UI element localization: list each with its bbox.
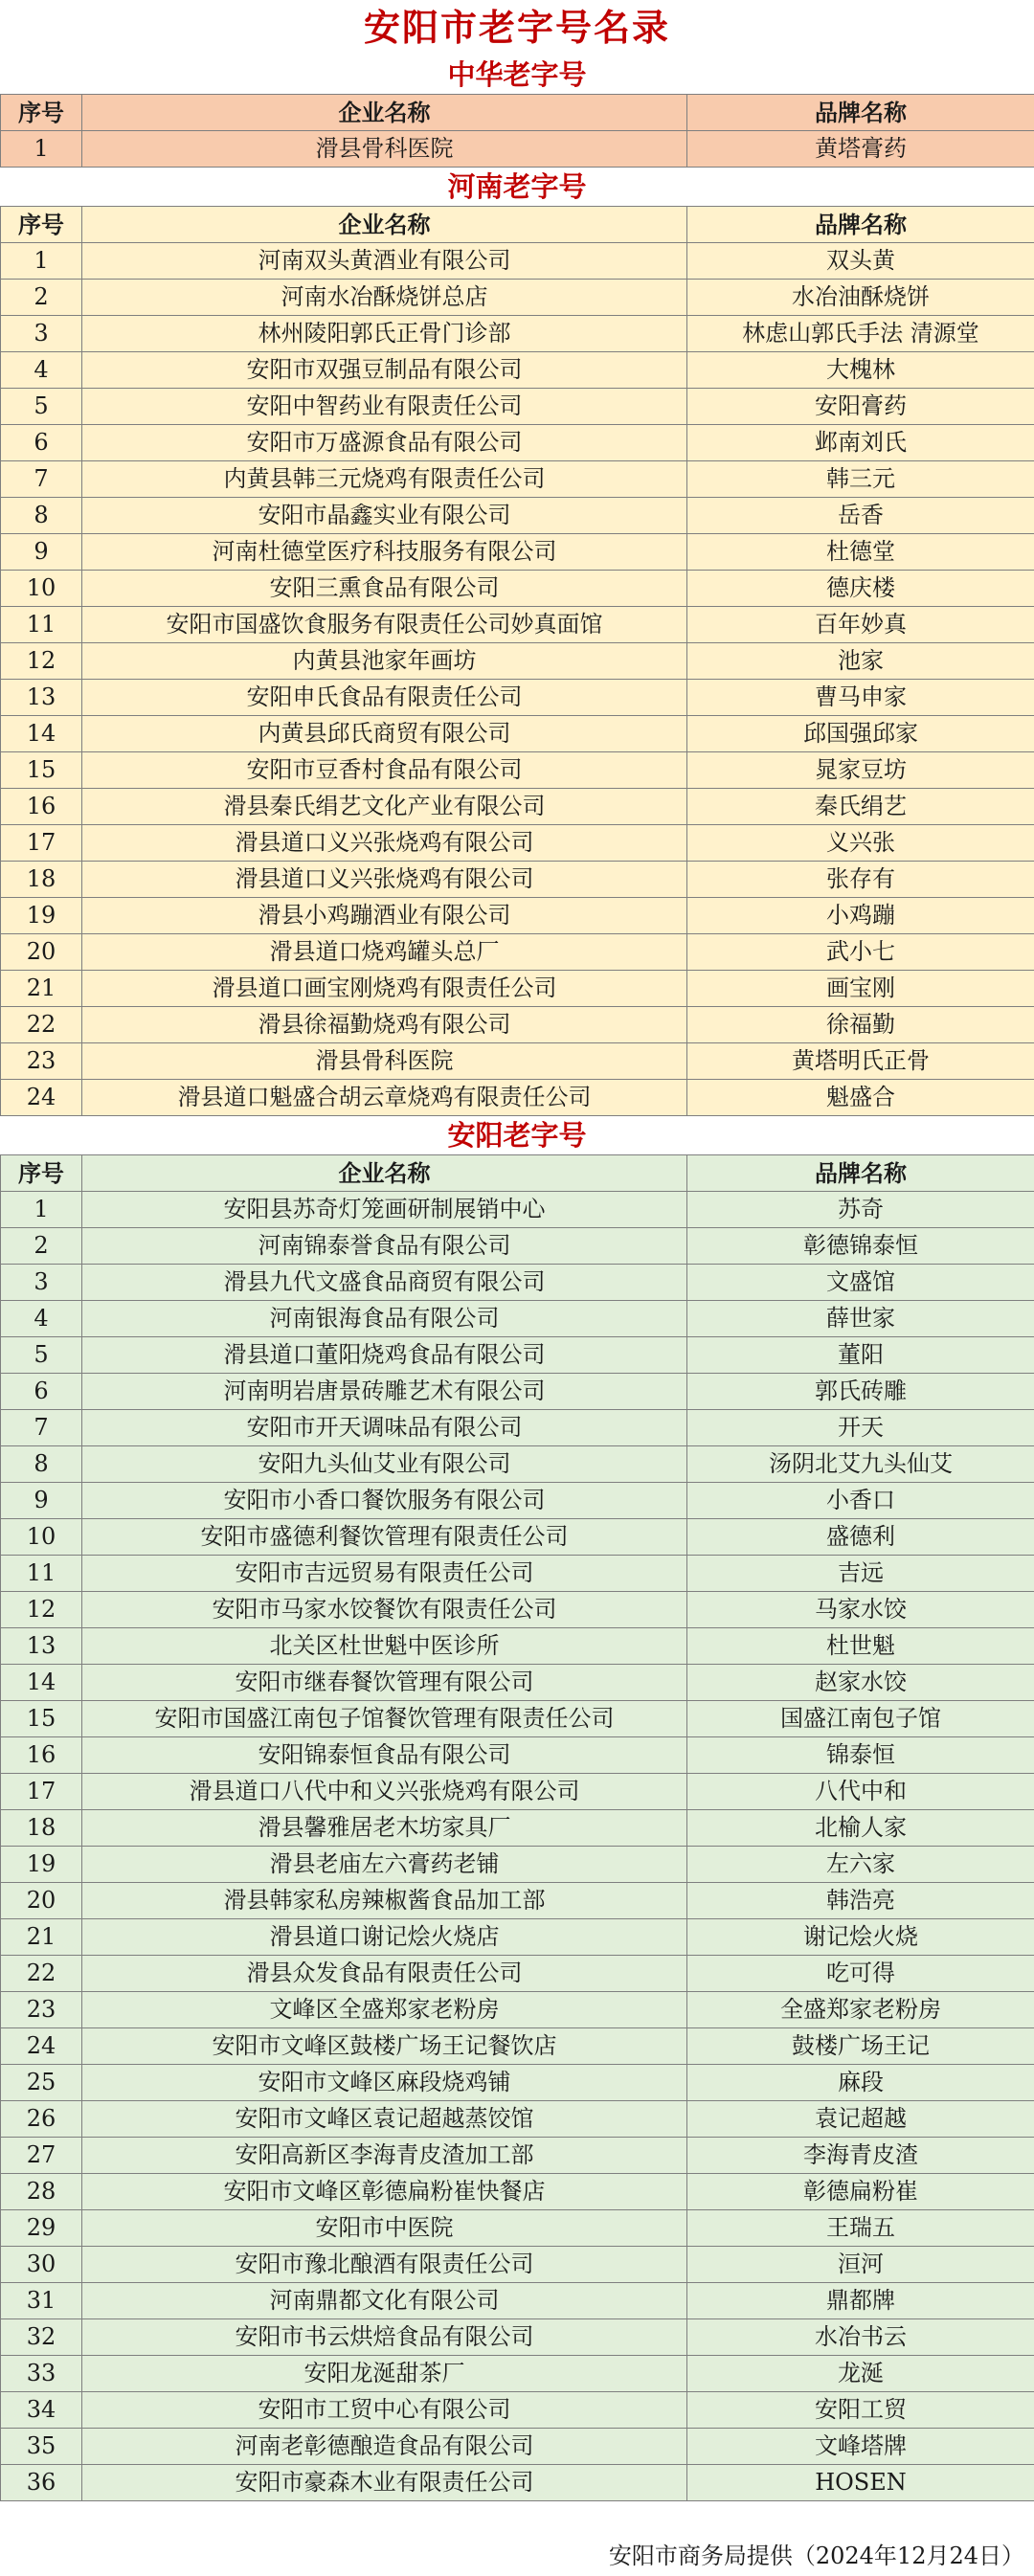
row-index: 2 xyxy=(1,1228,82,1265)
table-row xyxy=(1,280,1034,316)
row-index: 1 xyxy=(1,131,82,168)
row-brand: 义兴张 xyxy=(687,825,1034,862)
table-row xyxy=(1,1192,1034,1228)
row-index: 4 xyxy=(1,352,82,389)
row-company: 滑县韩家私房辣椒酱食品加工部 xyxy=(82,1883,687,1919)
header-company: 企业名称 xyxy=(82,207,687,243)
row-company: 滑县馨雅居老木坊家具厂 xyxy=(82,1810,687,1847)
row-company: 滑县道口魁盛合胡云章烧鸡有限责任公司 xyxy=(82,1080,687,1116)
row-company: 安阳市小香口餐饮服务有限公司 xyxy=(82,1483,687,1519)
table-row xyxy=(1,1410,1034,1446)
row-index: 10 xyxy=(1,571,82,607)
row-brand: 大槐林 xyxy=(687,352,1034,389)
row-brand: 邱国强邱家 xyxy=(687,716,1034,752)
row-index: 19 xyxy=(1,1847,82,1883)
row-index: 14 xyxy=(1,1665,82,1701)
row-brand: 张存有 xyxy=(687,862,1034,898)
table-row xyxy=(1,2465,1034,2501)
row-index: 6 xyxy=(1,425,82,461)
row-brand: 小鸡蹦 xyxy=(687,898,1034,934)
header-brand: 品牌名称 xyxy=(687,1155,1034,1192)
row-brand: 洹河 xyxy=(687,2247,1034,2283)
row-company: 河南老彰德酿造食品有限公司 xyxy=(82,2429,687,2465)
row-company: 安阳市开天调味品有限公司 xyxy=(82,1410,687,1446)
row-company: 滑县道口谢记烩火烧店 xyxy=(82,1919,687,1956)
table-row xyxy=(1,898,1034,934)
row-brand: 黄塔膏药 xyxy=(687,131,1034,168)
row-index: 29 xyxy=(1,2210,82,2247)
row-brand: 武小七 xyxy=(687,934,1034,971)
table-row xyxy=(1,425,1034,461)
row-index: 8 xyxy=(1,498,82,534)
table-row xyxy=(1,1992,1034,2028)
section-title-henan: 河南老字号 xyxy=(447,170,587,203)
table-row xyxy=(1,534,1034,571)
table-row xyxy=(1,971,1034,1007)
row-brand: 彰德扁粉崔 xyxy=(687,2174,1034,2210)
row-brand: 池家 xyxy=(687,643,1034,680)
table-row xyxy=(1,1265,1034,1301)
row-index: 11 xyxy=(1,1556,82,1592)
row-company: 安阳市书云烘焙食品有限公司 xyxy=(82,2319,687,2356)
table-row xyxy=(1,1592,1034,1628)
row-company: 河南锦泰誉食品有限公司 xyxy=(82,1228,687,1265)
row-company: 安阳市盛德利餐饮管理有限责任公司 xyxy=(82,1519,687,1556)
table-row xyxy=(1,680,1034,716)
header-index: 序号 xyxy=(1,1155,82,1192)
row-company: 安阳市中医院 xyxy=(82,2210,687,2247)
table-row xyxy=(1,2028,1034,2065)
row-brand: 杜世魁 xyxy=(687,1628,1034,1665)
row-brand: 袁记超越 xyxy=(687,2101,1034,2138)
row-index: 23 xyxy=(1,1043,82,1080)
row-index: 1 xyxy=(1,243,82,280)
row-brand: 吉远 xyxy=(687,1556,1034,1592)
row-company: 河南双头黄酒业有限公司 xyxy=(82,243,687,280)
row-brand: 百年妙真 xyxy=(687,607,1034,643)
section-title-anyang: 安阳老字号 xyxy=(447,1119,587,1152)
row-brand: 曹马申家 xyxy=(687,680,1034,716)
row-brand: 安阳膏药 xyxy=(687,389,1034,425)
row-index: 8 xyxy=(1,1446,82,1483)
row-brand: 韩三元 xyxy=(687,461,1034,498)
row-brand: 薛世家 xyxy=(687,1301,1034,1337)
row-company: 安阳市马家水饺餐饮有限责任公司 xyxy=(82,1592,687,1628)
row-company: 安阳申氏食品有限责任公司 xyxy=(82,680,687,716)
row-brand: 锦泰恒 xyxy=(687,1737,1034,1774)
table-row xyxy=(1,1737,1034,1774)
row-company: 安阳市豆香村食品有限公司 xyxy=(82,752,687,789)
row-company: 安阳市豫北酿酒有限责任公司 xyxy=(82,2247,687,2283)
row-company: 滑县秦氏绢艺文化产业有限公司 xyxy=(82,789,687,825)
header-brand: 品牌名称 xyxy=(687,95,1034,131)
row-company: 安阳市豪森木业有限责任公司 xyxy=(82,2465,687,2501)
row-index: 5 xyxy=(1,1337,82,1374)
table-row xyxy=(1,2356,1034,2392)
row-brand: 董阳 xyxy=(687,1337,1034,1374)
table-row xyxy=(1,1774,1034,1810)
row-company: 安阳市吉远贸易有限责任公司 xyxy=(82,1556,687,1592)
row-index: 23 xyxy=(1,1992,82,2028)
table-row xyxy=(1,789,1034,825)
table-row xyxy=(1,752,1034,789)
row-brand: 八代中和 xyxy=(687,1774,1034,1810)
row-company: 安阳市国盛江南包子馆餐饮管理有限责任公司 xyxy=(82,1701,687,1737)
table-row xyxy=(1,1007,1034,1043)
row-company: 内黄县邱氏商贸有限公司 xyxy=(82,716,687,752)
row-index: 32 xyxy=(1,2319,82,2356)
row-brand: 马家水饺 xyxy=(687,1592,1034,1628)
row-company: 安阳市文峰区鼓楼广场王记餐饮店 xyxy=(82,2028,687,2065)
row-brand: 李海青皮渣 xyxy=(687,2138,1034,2174)
table-row xyxy=(1,571,1034,607)
table-row xyxy=(1,2247,1034,2283)
row-company: 安阳市文峰区袁记超越蒸饺馆 xyxy=(82,2101,687,2138)
row-company: 河南水冶酥烧饼总店 xyxy=(82,280,687,316)
row-company: 内黄县韩三元烧鸡有限责任公司 xyxy=(82,461,687,498)
row-brand: 文盛馆 xyxy=(687,1265,1034,1301)
row-company: 滑县道口烧鸡罐头总厂 xyxy=(82,934,687,971)
table-row xyxy=(1,2065,1034,2101)
row-company: 安阳市继春餐饮管理有限公司 xyxy=(82,1665,687,1701)
table-header-row xyxy=(1,207,1034,243)
row-company: 安阳市万盛源食品有限公司 xyxy=(82,425,687,461)
table-china xyxy=(0,94,1034,168)
row-company: 滑县道口义兴张烧鸡有限公司 xyxy=(82,862,687,898)
row-company: 滑县道口义兴张烧鸡有限公司 xyxy=(82,825,687,862)
row-index: 9 xyxy=(1,1483,82,1519)
table-row xyxy=(1,2429,1034,2465)
row-company: 河南银海食品有限公司 xyxy=(82,1301,687,1337)
header-index: 序号 xyxy=(1,95,82,131)
row-brand: 双头黄 xyxy=(687,243,1034,280)
row-company: 林州陵阳郭氏正骨门诊部 xyxy=(82,316,687,352)
table-row xyxy=(1,461,1034,498)
row-brand: 岳香 xyxy=(687,498,1034,534)
row-index: 14 xyxy=(1,716,82,752)
table-row xyxy=(1,498,1034,534)
row-brand: 彰德锦泰恒 xyxy=(687,1228,1034,1265)
row-brand: 安阳工贸 xyxy=(687,2392,1034,2429)
row-brand: 全盛郑家老粉房 xyxy=(687,1992,1034,2028)
row-brand: 麻段 xyxy=(687,2065,1034,2101)
row-brand: 龙涎 xyxy=(687,2356,1034,2392)
sections-container xyxy=(0,56,1034,2501)
row-index: 3 xyxy=(1,1265,82,1301)
table-anyang xyxy=(0,1154,1034,2501)
row-company: 滑县老庙左六膏药老铺 xyxy=(82,1847,687,1883)
row-index: 24 xyxy=(1,1080,82,1116)
row-brand: 小香口 xyxy=(687,1483,1034,1519)
row-index: 16 xyxy=(1,1737,82,1774)
row-brand: 画宝刚 xyxy=(687,971,1034,1007)
row-company: 滑县众发食品有限责任公司 xyxy=(82,1956,687,1992)
row-index: 12 xyxy=(1,643,82,680)
row-index: 18 xyxy=(1,1810,82,1847)
row-brand: 林虑山郭氏手法 清源堂 xyxy=(687,316,1034,352)
table-row xyxy=(1,316,1034,352)
header-index: 序号 xyxy=(1,207,82,243)
row-company: 安阳市国盛饮食服务有限责任公司妙真面馆 xyxy=(82,607,687,643)
row-company: 滑县小鸡蹦酒业有限公司 xyxy=(82,898,687,934)
table-row xyxy=(1,1665,1034,1701)
row-index: 13 xyxy=(1,1628,82,1665)
row-index: 17 xyxy=(1,825,82,862)
row-company: 河南杜德堂医疗科技服务有限公司 xyxy=(82,534,687,571)
row-index: 10 xyxy=(1,1519,82,1556)
row-brand: HOSEN xyxy=(687,2465,1034,2501)
table-row xyxy=(1,1374,1034,1410)
row-brand: 汤阴北艾九头仙艾 xyxy=(687,1446,1034,1483)
row-company: 滑县道口董阳烧鸡食品有限公司 xyxy=(82,1337,687,1374)
table-row xyxy=(1,862,1034,898)
table-row xyxy=(1,2283,1034,2319)
row-index: 3 xyxy=(1,316,82,352)
row-brand: 秦氏绢艺 xyxy=(687,789,1034,825)
row-brand: 晁家豆坊 xyxy=(687,752,1034,789)
table-row xyxy=(1,1080,1034,1116)
row-company: 北关区杜世魁中医诊所 xyxy=(82,1628,687,1665)
row-brand: 水冶书云 xyxy=(687,2319,1034,2356)
row-index: 7 xyxy=(1,461,82,498)
table-row xyxy=(1,2174,1034,2210)
row-company: 河南明岩唐景砖雕艺术有限公司 xyxy=(82,1374,687,1410)
row-company: 安阳龙涎甜茶厂 xyxy=(82,2356,687,2392)
row-company: 安阳九头仙艾业有限公司 xyxy=(82,1446,687,1483)
row-company: 滑县九代文盛食品商贸有限公司 xyxy=(82,1265,687,1301)
row-brand: 国盛江南包子馆 xyxy=(687,1701,1034,1737)
row-index: 33 xyxy=(1,2356,82,2392)
table-row xyxy=(1,1301,1034,1337)
row-brand: 邺南刘氏 xyxy=(687,425,1034,461)
header-brand: 品牌名称 xyxy=(687,207,1034,243)
row-index: 5 xyxy=(1,389,82,425)
row-index: 15 xyxy=(1,1701,82,1737)
row-index: 34 xyxy=(1,2392,82,2429)
row-brand: 谢记烩火烧 xyxy=(687,1919,1034,1956)
row-brand: 文峰塔牌 xyxy=(687,2429,1034,2465)
table-header-row xyxy=(1,95,1034,131)
row-brand: 韩浩亮 xyxy=(687,1883,1034,1919)
table-row xyxy=(1,1701,1034,1737)
row-index: 6 xyxy=(1,1374,82,1410)
table-row xyxy=(1,1919,1034,1956)
row-brand: 德庆楼 xyxy=(687,571,1034,607)
table-row xyxy=(1,2392,1034,2429)
row-index: 25 xyxy=(1,2065,82,2101)
row-index: 13 xyxy=(1,680,82,716)
row-company: 河南鼎都文化有限公司 xyxy=(82,2283,687,2319)
row-index: 22 xyxy=(1,1007,82,1043)
row-index: 1 xyxy=(1,1192,82,1228)
row-index: 16 xyxy=(1,789,82,825)
row-index: 28 xyxy=(1,2174,82,2210)
table-row xyxy=(1,1956,1034,1992)
table-row xyxy=(1,2138,1034,2174)
row-company: 安阳锦泰恒食品有限公司 xyxy=(82,1737,687,1774)
table-row xyxy=(1,934,1034,971)
row-index: 31 xyxy=(1,2283,82,2319)
row-index: 2 xyxy=(1,280,82,316)
row-brand: 吃可得 xyxy=(687,1956,1034,1992)
table-row xyxy=(1,1519,1034,1556)
footer-source: 安阳市商务局提供（2024年12月24日） xyxy=(608,2542,1024,2569)
table-row xyxy=(1,643,1034,680)
row-brand: 王瑞五 xyxy=(687,2210,1034,2247)
row-brand: 盛德利 xyxy=(687,1519,1034,1556)
table-row xyxy=(1,243,1034,280)
row-index: 24 xyxy=(1,2028,82,2065)
row-index: 27 xyxy=(1,2138,82,2174)
row-brand: 郭氏砖雕 xyxy=(687,1374,1034,1410)
table-row xyxy=(1,1883,1034,1919)
row-company: 安阳市文峰区彰德扁粉崔快餐店 xyxy=(82,2174,687,2210)
row-company: 安阳市文峰区麻段烧鸡铺 xyxy=(82,2065,687,2101)
row-company: 安阳市工贸中心有限公司 xyxy=(82,2392,687,2429)
table-row xyxy=(1,2319,1034,2356)
row-index: 4 xyxy=(1,1301,82,1337)
row-index: 21 xyxy=(1,971,82,1007)
row-index: 19 xyxy=(1,898,82,934)
row-company: 安阳三熏食品有限公司 xyxy=(82,571,687,607)
row-brand: 苏奇 xyxy=(687,1192,1034,1228)
row-index: 18 xyxy=(1,862,82,898)
table-header-row xyxy=(1,1155,1034,1192)
row-brand: 北榆人家 xyxy=(687,1810,1034,1847)
table-row xyxy=(1,131,1034,168)
row-index: 36 xyxy=(1,2465,82,2501)
row-brand: 杜德堂 xyxy=(687,534,1034,571)
table-row xyxy=(1,716,1034,752)
table-row xyxy=(1,1043,1034,1080)
table-row xyxy=(1,389,1034,425)
table-row xyxy=(1,2101,1034,2138)
row-company: 安阳高新区李海青皮渣加工部 xyxy=(82,2138,687,2174)
table-row xyxy=(1,1847,1034,1883)
row-index: 12 xyxy=(1,1592,82,1628)
row-brand: 水冶油酥烧饼 xyxy=(687,280,1034,316)
table-row xyxy=(1,1483,1034,1519)
row-company: 安阳市晶鑫实业有限公司 xyxy=(82,498,687,534)
row-index: 9 xyxy=(1,534,82,571)
row-index: 21 xyxy=(1,1919,82,1956)
row-brand: 左六家 xyxy=(687,1847,1034,1883)
table-row xyxy=(1,2210,1034,2247)
row-company: 滑县骨科医院 xyxy=(82,1043,687,1080)
table-henan xyxy=(0,206,1034,1116)
row-index: 20 xyxy=(1,934,82,971)
row-company: 滑县骨科医院 xyxy=(82,131,687,168)
row-brand: 魁盛合 xyxy=(687,1080,1034,1116)
row-brand: 徐福勤 xyxy=(687,1007,1034,1043)
table-row xyxy=(1,1628,1034,1665)
section-title-china: 中华老字号 xyxy=(447,58,587,91)
row-brand: 黄塔明氏正骨 xyxy=(687,1043,1034,1080)
row-index: 11 xyxy=(1,607,82,643)
header-company: 企业名称 xyxy=(82,95,687,131)
table-row xyxy=(1,1810,1034,1847)
row-brand: 鼎都牌 xyxy=(687,2283,1034,2319)
row-company: 滑县道口八代中和义兴张烧鸡有限公司 xyxy=(82,1774,687,1810)
row-index: 26 xyxy=(1,2101,82,2138)
row-index: 15 xyxy=(1,752,82,789)
row-index: 20 xyxy=(1,1883,82,1919)
row-index: 22 xyxy=(1,1956,82,1992)
row-company: 滑县道口画宝刚烧鸡有限责任公司 xyxy=(82,971,687,1007)
table-row xyxy=(1,825,1034,862)
table-row xyxy=(1,352,1034,389)
row-brand: 鼓楼广场王记 xyxy=(687,2028,1034,2065)
table-row xyxy=(1,1228,1034,1265)
row-company: 安阳中智药业有限责任公司 xyxy=(82,389,687,425)
row-index: 7 xyxy=(1,1410,82,1446)
row-index: 17 xyxy=(1,1774,82,1810)
page-title: 安阳市老字号名录 xyxy=(363,6,670,49)
row-brand: 开天 xyxy=(687,1410,1034,1446)
table-row xyxy=(1,607,1034,643)
table-row xyxy=(1,1556,1034,1592)
row-company: 内黄县池家年画坊 xyxy=(82,643,687,680)
header-company: 企业名称 xyxy=(82,1155,687,1192)
row-company: 文峰区全盛郑家老粉房 xyxy=(82,1992,687,2028)
row-company: 滑县徐福勤烧鸡有限公司 xyxy=(82,1007,687,1043)
row-company: 安阳市双强豆制品有限公司 xyxy=(82,352,687,389)
row-brand: 赵家水饺 xyxy=(687,1665,1034,1701)
table-row xyxy=(1,1337,1034,1374)
row-company: 安阳县苏奇灯笼画研制展销中心 xyxy=(82,1192,687,1228)
row-index: 35 xyxy=(1,2429,82,2465)
row-index: 30 xyxy=(1,2247,82,2283)
table-row xyxy=(1,1446,1034,1483)
